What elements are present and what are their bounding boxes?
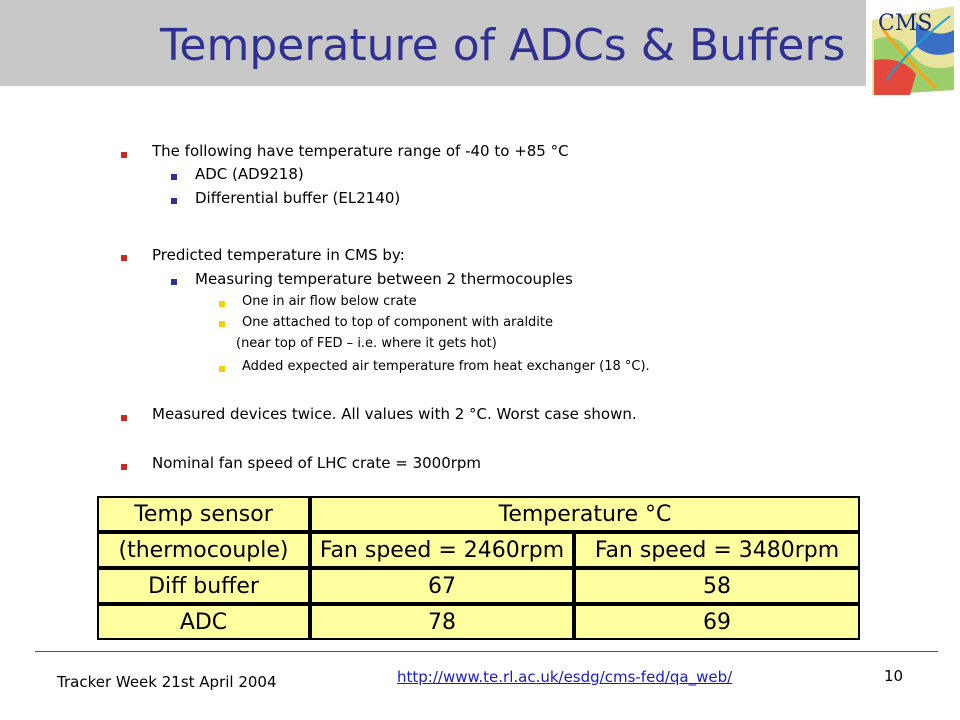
bullet-item: (near top of FED – i.e. where it gets hot) [236,336,497,351]
logo-text: CMS [878,11,933,36]
bullet-item: The following have temperature range of -40 to +85 °C [152,142,569,160]
table-header-row [97,532,860,568]
bullet-marker [171,198,177,204]
bullet-marker [219,301,225,307]
bullet-marker [219,321,225,327]
table-cell: Diff buffer [97,568,310,604]
bullet-item: Measured devices twice. All values with 2 °C. Worst case shown. [152,405,637,423]
table-cell: 78 [310,604,574,640]
table-row [97,568,860,604]
bullet-item: Predicted temperature in CMS by: [152,246,405,264]
bullet-item: Measuring temperature between 2 thermocouples [195,270,573,288]
bullet-item: One in air flow below crate [242,294,417,309]
table-row [97,604,860,640]
bullet-marker [121,152,127,158]
table-cell: 67 [310,568,574,604]
footer-divider [35,651,938,652]
bullet-item: Added expected air temperature from heat exchanger (18 °C). [242,359,650,374]
footer-link[interactable]: http://www.te.rl.ac.uk/esdg/cms-fed/qa_web/ [397,668,733,686]
bullet-item: Nominal fan speed of LHC crate = 3000rpm [152,454,482,472]
bullet-marker [171,174,177,180]
table-cell: 58 [574,568,860,604]
table-header-cell: Temperature °C [310,496,860,532]
table-header-cell: (thermocouple) [97,532,310,568]
table-header-row [97,496,860,532]
footer-event: Tracker Week 21st April 2004 [57,673,277,691]
bullet-item: One attached to top of component with araldite [242,315,554,330]
bullet-marker [121,415,127,421]
bullet-item: ADC (AD9218) [195,165,304,183]
table-header-cell: Temp sensor [97,496,310,532]
bullet-marker [171,279,177,285]
temperature-table [97,496,860,640]
table-header-cell: Fan speed = 2460rpm [310,532,574,568]
table-cell: 69 [574,604,860,640]
slide-title: Temperature of ADCs & Buffers [160,20,846,71]
table-header-cell: Fan speed = 3480rpm [574,532,860,568]
bullet-marker [121,255,127,261]
table-cell: ADC [97,604,310,640]
bullet-item: Differential buffer (EL2140) [195,189,401,207]
bullet-marker [121,464,127,470]
page-number: 10 [884,667,904,685]
bullet-marker [219,366,225,372]
